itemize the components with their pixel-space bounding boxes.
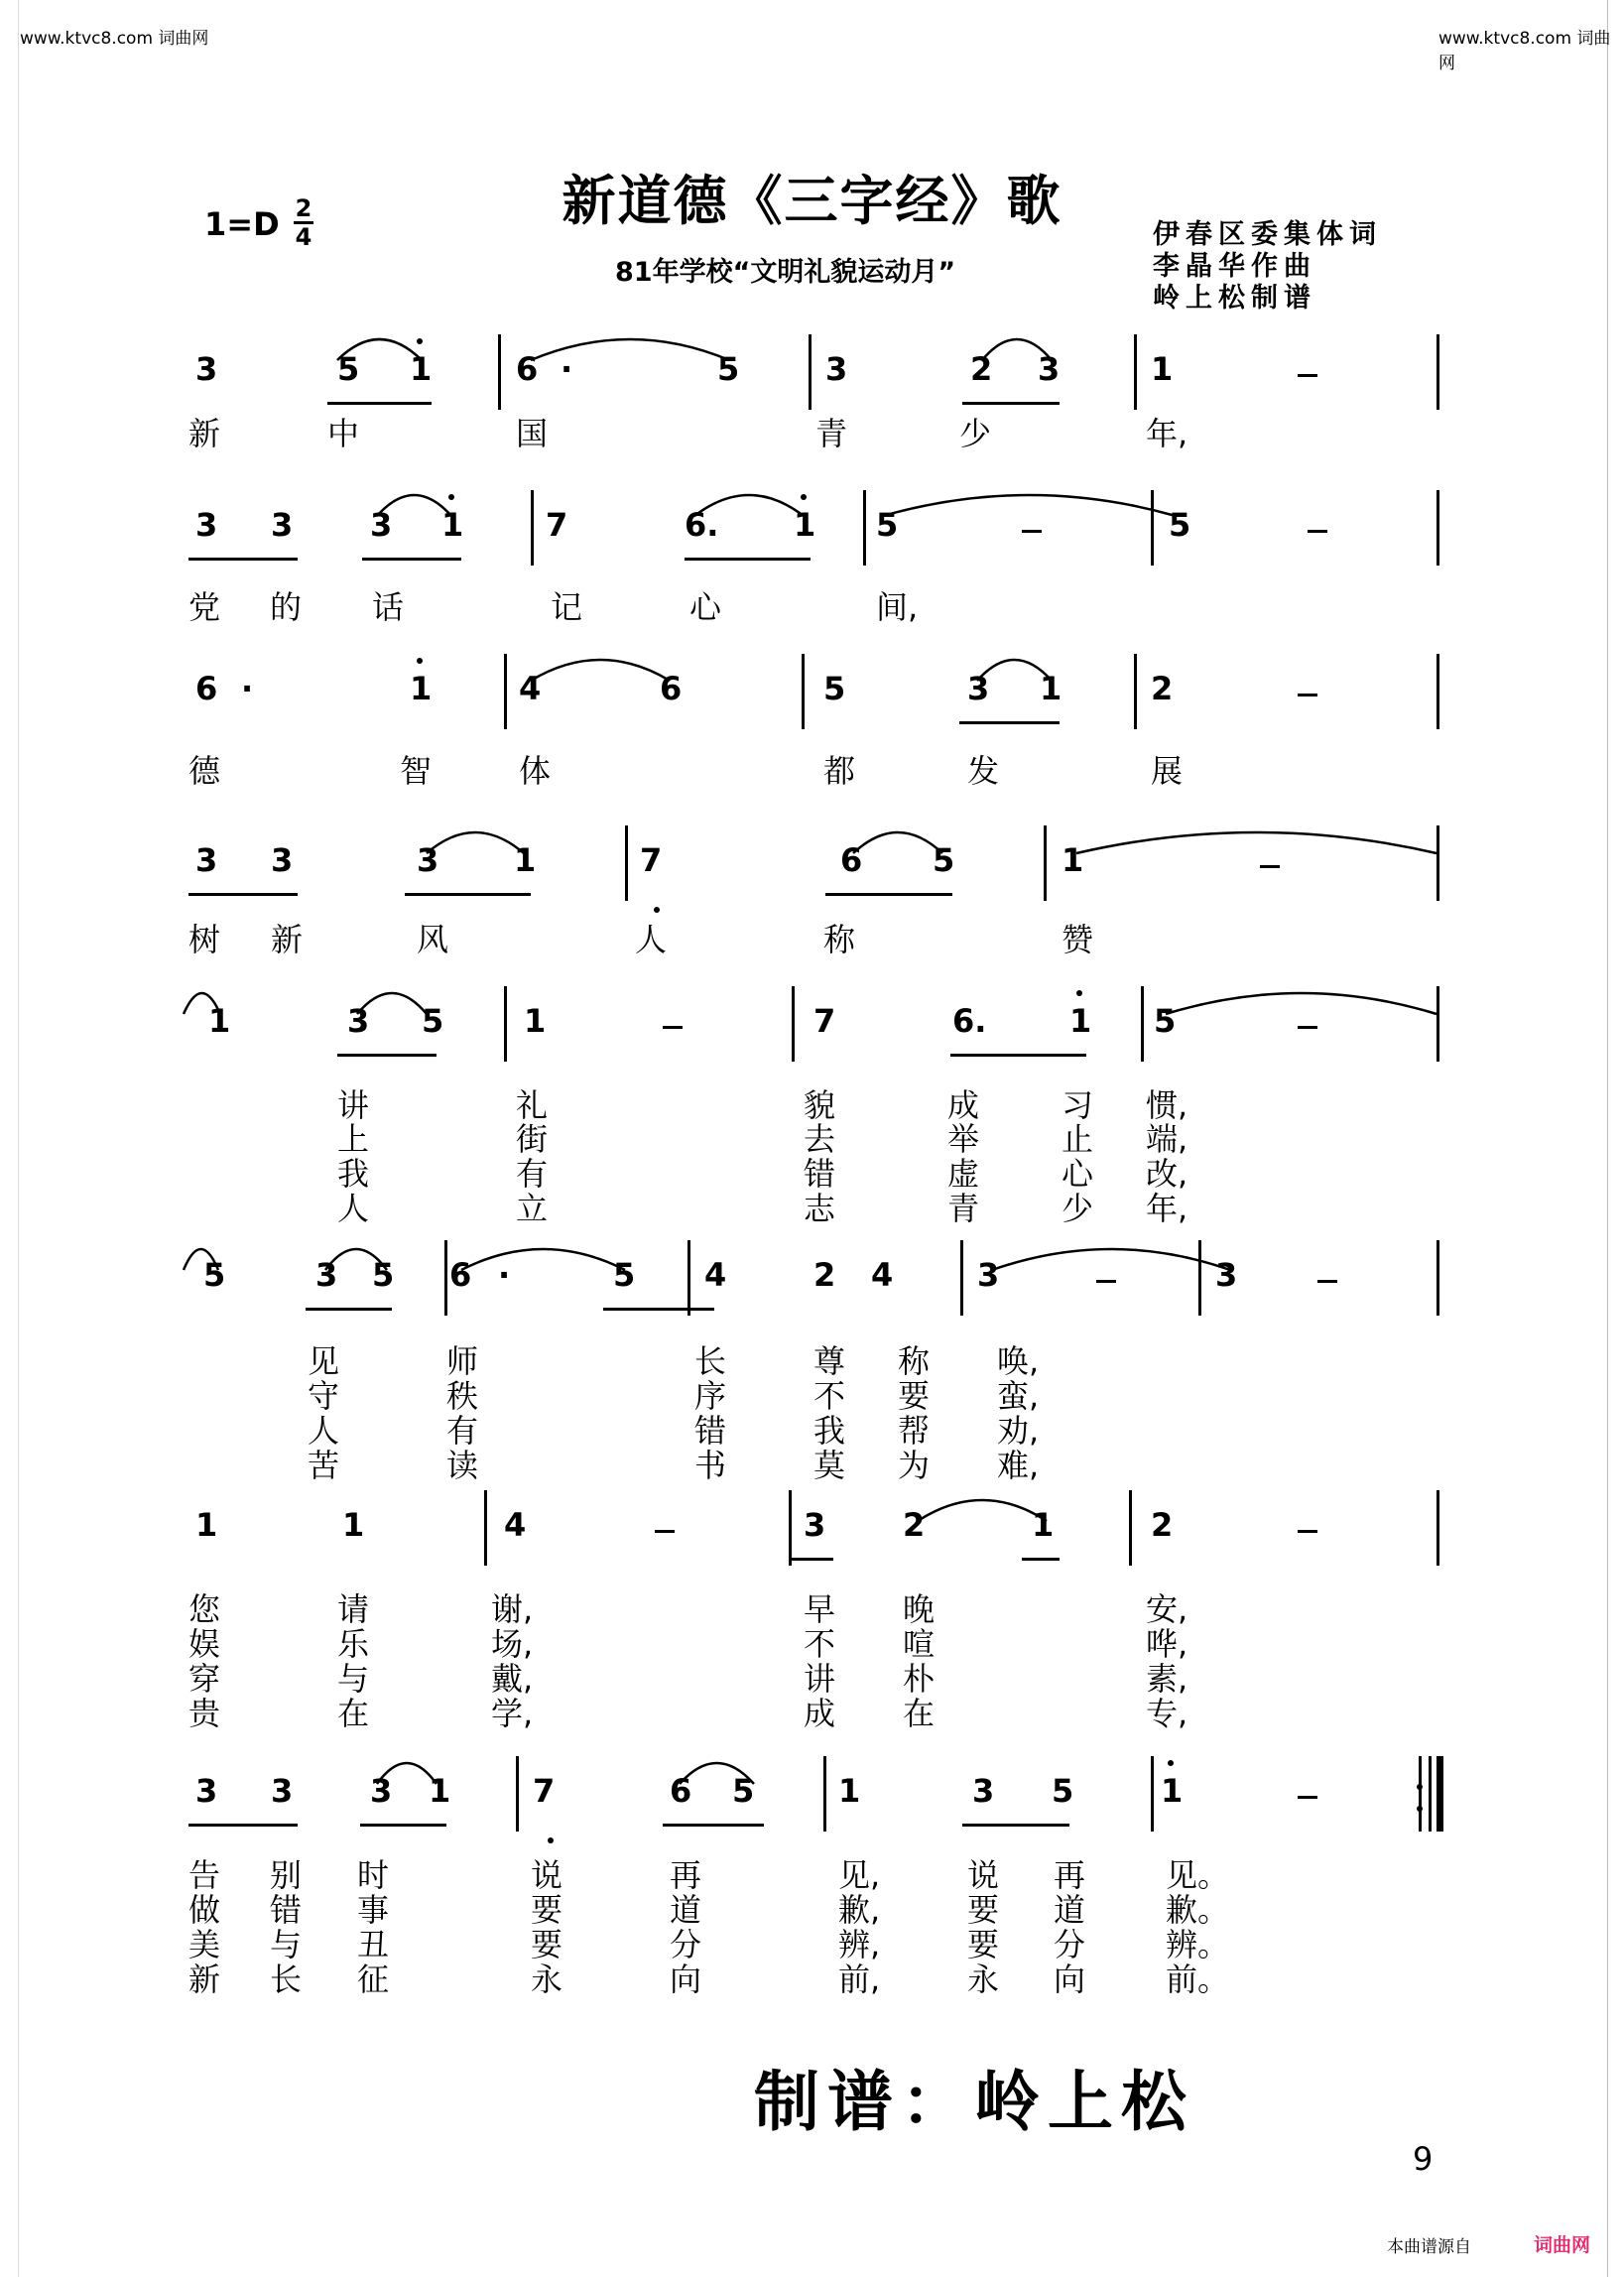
note: 3	[347, 1002, 370, 1040]
lyric: 为	[898, 1447, 931, 1484]
tie-slur	[357, 993, 427, 1014]
lyric: 间,	[876, 588, 919, 626]
song-subtitle: 81年学校“文明礼貌运动月”	[615, 257, 956, 288]
note: 5	[1154, 1002, 1177, 1040]
lyric: 少	[1062, 1190, 1094, 1227]
note: 4	[704, 1256, 727, 1294]
note: 4	[871, 1256, 894, 1294]
transcriber-signature: 制谱：岭上松	[754, 2063, 1194, 2140]
note: 3	[271, 1772, 294, 1810]
lyric: 礼	[516, 1086, 549, 1124]
lyric: 说	[967, 1856, 1000, 1894]
lyric: 智	[400, 752, 433, 790]
note: 3	[195, 506, 218, 544]
lyric: 改,	[1146, 1155, 1188, 1193]
note: 4	[519, 670, 542, 707]
note: 2	[1151, 670, 1174, 707]
lyric: 错	[804, 1155, 836, 1193]
lyric: 人	[308, 1412, 340, 1450]
lyric: 见,	[838, 1856, 881, 1894]
note: 5	[372, 1256, 395, 1294]
lyric: 貌	[804, 1086, 836, 1124]
tie-slur	[977, 660, 1052, 681]
lyric: 您	[188, 1590, 221, 1628]
lyric: 安,	[1146, 1590, 1188, 1628]
lyric: 有	[516, 1155, 549, 1193]
lyric: 要	[898, 1377, 931, 1415]
tie-slur	[337, 339, 422, 360]
note: 1	[1062, 841, 1084, 879]
note: 6	[449, 1256, 472, 1294]
lyric: 心	[1062, 1155, 1094, 1193]
lyric: 事	[357, 1891, 390, 1929]
note: 6	[516, 350, 539, 388]
lyric: 说	[531, 1856, 563, 1894]
note: 3	[195, 350, 218, 388]
lyric: 错	[270, 1891, 303, 1929]
note: 1	[1151, 350, 1174, 388]
lyric: 前。	[1166, 1961, 1230, 1998]
lyric: 赞	[1062, 921, 1094, 958]
tie-slur	[1076, 832, 1437, 853]
note: 3	[271, 841, 294, 879]
tie-slur	[531, 660, 670, 681]
note: ·	[561, 350, 573, 388]
lyric: 书	[694, 1447, 727, 1484]
note: 7	[533, 1772, 556, 1810]
lyric: 劝,	[997, 1412, 1040, 1450]
lyric: 青	[947, 1190, 980, 1227]
note: 3	[271, 506, 294, 544]
lyric: 辨。	[1166, 1926, 1230, 1963]
note: 1	[838, 1772, 861, 1810]
note: ·	[498, 1256, 511, 1294]
lyric: 体	[519, 752, 552, 790]
note: 1	[441, 506, 464, 544]
lyric: 新	[188, 1961, 221, 1998]
note: 3	[825, 350, 848, 388]
tie-slur	[184, 1249, 218, 1270]
lyric: 难,	[997, 1447, 1040, 1484]
tie-slur	[883, 495, 1176, 516]
lyric: 不	[804, 1625, 836, 1663]
note: 1	[208, 1002, 231, 1040]
lyric: 分	[1054, 1926, 1086, 1963]
lyric: 去	[804, 1120, 836, 1158]
note: 3	[972, 1772, 995, 1810]
lyric: 秩	[446, 1377, 479, 1415]
note: 3	[315, 1256, 338, 1294]
lyric: 专,	[1146, 1695, 1188, 1732]
lyric: 丑	[357, 1926, 390, 1963]
lyric: 要	[531, 1891, 563, 1929]
lyric: 歉。	[1166, 1891, 1230, 1929]
lyric: 在	[337, 1695, 370, 1732]
lyric: 见。	[1166, 1856, 1230, 1894]
lyric: 止	[1062, 1120, 1094, 1158]
note: 1	[1032, 1506, 1055, 1544]
lyric: 少	[959, 415, 992, 452]
lyric: 不	[813, 1377, 846, 1415]
page-number: 9	[1413, 2140, 1434, 2178]
credit-composer: 李晶华作曲	[1153, 251, 1316, 282]
tie-slur	[461, 1249, 625, 1270]
song-title: 新道德《三字经》歌	[562, 170, 1062, 232]
lyric: 唤,	[997, 1342, 1040, 1380]
key-signature: 1=D	[204, 205, 280, 243]
footer-brand: 词曲网	[1534, 2234, 1591, 2256]
lyric: 读	[446, 1447, 479, 1484]
lyric: 有	[446, 1412, 479, 1450]
lyric: 要	[967, 1891, 1000, 1929]
note: 1	[524, 1002, 547, 1040]
lyric: 朴	[903, 1660, 936, 1698]
note: 2	[903, 1506, 926, 1544]
note: 7	[640, 841, 663, 879]
lyric: 与	[270, 1926, 303, 1963]
lyric: 苦	[308, 1447, 340, 1484]
tie-slur	[694, 495, 804, 516]
lyric: 立	[516, 1190, 549, 1227]
lyric: 时	[357, 1856, 390, 1894]
tie-slur	[377, 1763, 437, 1784]
lyric: 在	[903, 1695, 936, 1732]
note: 1	[1161, 1772, 1184, 1810]
note: 6	[195, 670, 218, 707]
lyric: 道	[1054, 1891, 1086, 1929]
tie-slur	[680, 1763, 754, 1784]
lyric: 错	[694, 1412, 727, 1450]
lyric: 成	[804, 1695, 836, 1732]
time-signature-bottom: 4	[295, 223, 312, 251]
lyric: 我	[337, 1155, 370, 1193]
lyric: 国	[516, 415, 549, 452]
note: 5	[337, 350, 360, 388]
tie-slur	[992, 1249, 1230, 1270]
lyric: 场,	[491, 1625, 534, 1663]
lyric: 尊	[813, 1342, 846, 1380]
note: 5	[732, 1772, 755, 1810]
note: 3	[977, 1256, 1000, 1294]
note: 6	[840, 841, 863, 879]
note: 5	[876, 506, 899, 544]
note: 5	[1052, 1772, 1074, 1810]
lyric: 请	[337, 1590, 370, 1628]
note: 2	[1151, 1506, 1174, 1544]
lyric: 再	[670, 1856, 702, 1894]
note: 7	[546, 506, 568, 544]
lyric: 见	[308, 1342, 340, 1380]
note: 5	[823, 670, 846, 707]
lyric: 向	[1054, 1961, 1086, 1998]
lyric: 莫	[813, 1447, 846, 1484]
lyric: 帮	[898, 1412, 931, 1450]
footer-source-label: 本曲谱源自	[1387, 2237, 1471, 2257]
lyric: 序	[694, 1377, 727, 1415]
note: 6	[670, 1772, 692, 1810]
note: 3	[417, 841, 439, 879]
lyric: 端,	[1146, 1120, 1188, 1158]
lyric: 虚	[947, 1155, 980, 1193]
lyric: 成	[947, 1086, 980, 1124]
lyric: 人	[635, 921, 668, 958]
lyric: 新	[188, 415, 221, 452]
site-watermark-left: www.ktvc8.com 词曲网	[20, 29, 209, 49]
tie-slur	[982, 339, 1052, 360]
lyric: 街	[516, 1120, 549, 1158]
lyric: 永	[967, 1961, 1000, 1998]
credit-lyricist: 伊春区委集体词	[1153, 219, 1382, 250]
lyric: 要	[967, 1926, 1000, 1963]
note: 5	[717, 350, 740, 388]
note: ·	[241, 670, 254, 707]
lyric: 做	[188, 1891, 221, 1929]
note: 1	[514, 841, 537, 879]
lyric: 歉,	[838, 1891, 881, 1929]
lyric: 贵	[188, 1695, 221, 1732]
lyric: 惯,	[1146, 1086, 1188, 1124]
note: 1	[429, 1772, 451, 1810]
lyric: 谢,	[491, 1590, 534, 1628]
note: 5	[1169, 506, 1191, 544]
note: 1	[1040, 670, 1062, 707]
lyric: 素,	[1146, 1660, 1188, 1698]
tie-slur	[184, 993, 220, 1014]
lyric: 树	[188, 921, 221, 958]
lyric: 新	[271, 921, 304, 958]
note: 1	[410, 670, 433, 707]
note: 4	[504, 1506, 527, 1544]
lyric: 守	[308, 1377, 340, 1415]
note: 2	[970, 350, 993, 388]
note: 6.	[685, 506, 719, 544]
lyric: 年,	[1146, 415, 1188, 452]
tie-slur	[918, 1500, 1047, 1521]
lyric: 心	[689, 588, 722, 626]
lyric: 哗,	[1146, 1625, 1188, 1663]
lyric: 青	[815, 415, 848, 452]
note: 5	[422, 1002, 444, 1040]
note: 1	[794, 506, 816, 544]
lyric: 记	[551, 588, 583, 626]
note: 1	[1069, 1002, 1092, 1040]
tie-slur	[427, 832, 524, 853]
lyric: 中	[327, 415, 360, 452]
note: 3	[1038, 350, 1061, 388]
note: 3	[195, 841, 218, 879]
lyric: 习	[1062, 1086, 1094, 1124]
lyric: 讲	[337, 1086, 370, 1124]
tie-slur	[1166, 993, 1437, 1014]
lyric: 我	[813, 1412, 846, 1450]
note: 5	[613, 1256, 636, 1294]
lyric: 要	[531, 1926, 563, 1963]
lyric: 与	[337, 1660, 370, 1698]
lyric: 乐	[337, 1625, 370, 1663]
lyric: 美	[188, 1926, 221, 1963]
site-watermark-right: www.ktvc8.com 词曲网	[1438, 29, 1611, 73]
lyric: 年,	[1146, 1190, 1188, 1227]
lyric: 告	[188, 1856, 221, 1894]
note: 3	[370, 1772, 393, 1810]
lyric: 话	[372, 588, 405, 626]
note: 1	[410, 350, 433, 388]
lyric: 永	[531, 1961, 563, 1998]
credit-transcriber: 岭上松制谱	[1153, 283, 1316, 314]
note: 1	[195, 1506, 218, 1544]
time-signature-top: 2	[295, 194, 312, 222]
tie-slur	[377, 495, 451, 516]
lyric: 风	[417, 921, 449, 958]
lyric: 讲	[804, 1660, 836, 1698]
lyric: 称	[898, 1342, 931, 1380]
lyric: 向	[670, 1961, 702, 1998]
note: 1	[342, 1506, 365, 1544]
note: 6.	[952, 1002, 987, 1040]
lyric: 再	[1054, 1856, 1086, 1894]
note: 5	[933, 841, 955, 879]
lyric: 的	[270, 588, 303, 626]
lyric: 前,	[838, 1961, 881, 1998]
lyric: 学,	[491, 1695, 534, 1732]
note: 3	[967, 670, 990, 707]
lyric: 晚	[903, 1590, 936, 1628]
lyric: 发	[967, 752, 1000, 790]
note: 3	[370, 506, 393, 544]
note: 2	[813, 1256, 836, 1294]
lyric: 穿	[188, 1660, 221, 1698]
note: 6	[660, 670, 683, 707]
lyric: 都	[823, 752, 856, 790]
lyric: 上	[337, 1120, 370, 1158]
lyric: 早	[804, 1590, 836, 1628]
tie-slur	[853, 832, 942, 853]
lyric: 展	[1151, 752, 1184, 790]
tie-slur	[325, 1249, 387, 1270]
lyric: 蛮,	[997, 1377, 1040, 1415]
lyric: 戴,	[491, 1660, 534, 1698]
lyric: 道	[670, 1891, 702, 1929]
lyric: 长	[694, 1342, 727, 1380]
lyric: 征	[357, 1961, 390, 1998]
lyric: 辨,	[838, 1926, 881, 1963]
lyric: 称	[823, 921, 856, 958]
note: 7	[813, 1002, 836, 1040]
lyric: 喧	[903, 1625, 936, 1663]
lyric: 分	[670, 1926, 702, 1963]
lyric: 德	[188, 752, 221, 790]
note: 3	[804, 1506, 826, 1544]
lyric: 人	[337, 1190, 370, 1227]
tie-slur	[531, 339, 729, 360]
lyric: 娱	[188, 1625, 221, 1663]
lyric: 师	[446, 1342, 479, 1380]
lyric: 党	[188, 588, 221, 626]
lyric: 别	[270, 1856, 303, 1894]
note: 3	[1215, 1256, 1238, 1294]
note: 5	[203, 1256, 226, 1294]
note: 3	[195, 1772, 218, 1810]
lyric: 长	[270, 1961, 303, 1998]
lyric: 志	[804, 1190, 836, 1227]
lyric: 举	[947, 1120, 980, 1158]
